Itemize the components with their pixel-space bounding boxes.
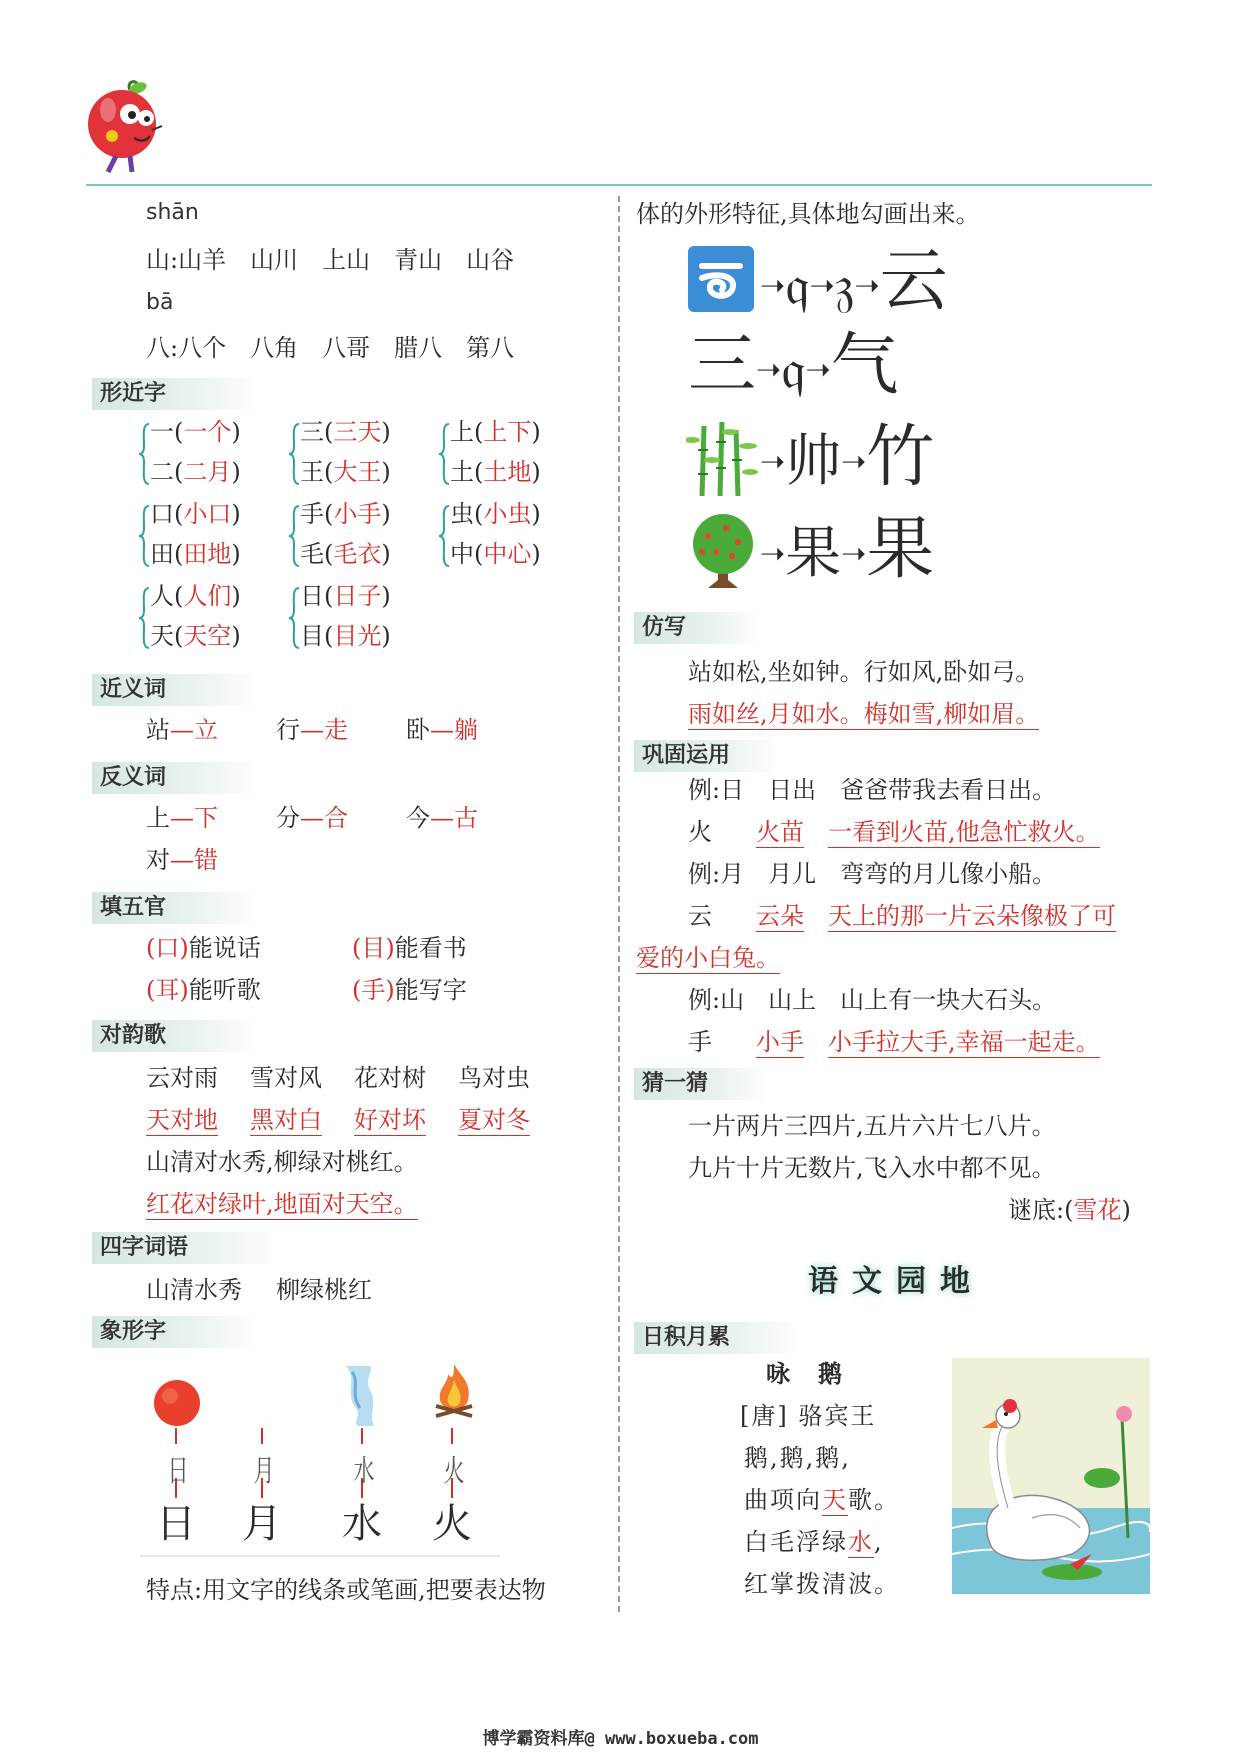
wuguan-text: 能写字 <box>394 976 467 1004</box>
gonggu-sentence-1: 一看到火苗,他急忙救火。 <box>828 818 1100 846</box>
pinyin-shan: shān <box>146 200 199 225</box>
cloud-step-1: 𝔮 <box>785 253 810 318</box>
riddle-answer <box>1008 1196 1131 1224</box>
section-caiyicai: 猜一猜 <box>634 1068 772 1100</box>
duiyun-answer <box>458 1106 530 1134</box>
xingjin-word: 中心 <box>483 540 532 568</box>
wuguan-answer: 手 <box>361 976 386 1004</box>
ancient-yue: 月 <box>253 1454 275 1489</box>
word-pair <box>146 716 218 744</box>
paren-open: ( <box>146 934 156 962</box>
pair-word-a: 站 <box>146 716 170 744</box>
xingjin-char: 田 <box>150 540 174 568</box>
riddle-answer-value: 雪花 <box>1073 1196 1122 1224</box>
xingjin-word: 大王 <box>333 458 382 486</box>
pair-dash: — <box>300 804 324 832</box>
xingjin-word: 日子 <box>333 582 382 610</box>
gonggu-answer-1 <box>688 818 1100 846</box>
paren-open: ( <box>324 418 334 446</box>
xingjin-word: 目光 <box>333 622 382 650</box>
xingjin-item <box>300 622 391 650</box>
xingjin-char: 虫 <box>450 500 474 528</box>
water-picture-icon <box>340 1364 380 1426</box>
qi-final: 气 <box>830 326 899 405</box>
ba-words: 八:八个 八角 八哥 腊八 第八 <box>146 334 515 362</box>
ancient-ri: 日 <box>167 1454 189 1489</box>
riddle-line-1: 一片两片三四片,五片六片七八片。 <box>688 1112 1056 1140</box>
paren-close: ) <box>231 500 241 528</box>
pair-dash: — <box>170 804 194 832</box>
pair-word-a: 今 <box>406 804 430 832</box>
xingjin-char: 人 <box>150 582 174 610</box>
qi-evolution <box>688 328 899 409</box>
xiangxing-note: 特点:用文字的线条或笔画,把要表达物 <box>146 1576 546 1604</box>
duiyun-answer <box>354 1106 426 1134</box>
paren-open: ( <box>474 418 484 446</box>
xingjin-item <box>150 418 241 446</box>
xingjin-word: 小口 <box>183 500 232 528</box>
section-fanyici: 反义词 <box>92 762 260 794</box>
fire-picture-icon <box>430 1362 478 1424</box>
gonggu-example-2: 例:月 月儿 弯弯的月儿像小船。 <box>688 860 1057 888</box>
xingjin-item <box>300 500 391 528</box>
fruit-tree-picture-icon <box>686 512 760 588</box>
modern-yue: 月 <box>242 1501 282 1547</box>
header-rule <box>86 184 1152 186</box>
xingjin-item <box>450 540 541 568</box>
column-divider <box>618 196 620 1612</box>
paren-open: ( <box>174 500 184 528</box>
fangxie-answer <box>688 700 1039 728</box>
xingjin-word: 三天 <box>333 418 382 446</box>
xingjin-char: 上 <box>450 418 474 446</box>
word-pair <box>146 804 218 832</box>
fangxie-answer-text: 雨如丝,月如水。梅如雪,柳如眉。 <box>688 700 1040 728</box>
word-pair <box>406 804 478 832</box>
xingjin-char: 口 <box>150 500 174 528</box>
paren-open: ( <box>324 582 334 610</box>
paren-close: ) <box>231 622 241 650</box>
xingjin-char: 三 <box>300 418 324 446</box>
xingjin-char: 毛 <box>300 540 324 568</box>
duiyun-word: 雪对风 <box>250 1064 322 1092</box>
poem-title: 咏 鹅 <box>766 1359 844 1388</box>
pair-word-a: 行 <box>276 716 300 744</box>
xingjin-word: 二月 <box>183 458 232 486</box>
poem-author: [唐] 骆宾王 <box>740 1402 877 1430</box>
gonggu-sentence-2b: 爱的小白兔。 <box>636 944 780 972</box>
word-pair <box>276 804 348 832</box>
brace-icon <box>138 422 150 486</box>
evo-arrow: ➝ <box>805 352 831 388</box>
xingjin-item <box>450 458 541 486</box>
duiyun-word: 云对雨 <box>146 1064 218 1092</box>
xingjin-word: 小手 <box>333 500 382 528</box>
paren-close: ) <box>179 934 189 962</box>
paren-close: ) <box>385 976 395 1004</box>
cloud-evolution <box>760 244 948 325</box>
brace-icon <box>138 586 150 650</box>
poem-line-2b: 天 <box>822 1486 848 1514</box>
fruit-evolution <box>760 512 934 593</box>
pair-word-a: 对 <box>146 846 170 874</box>
paren-open: ( <box>174 582 184 610</box>
paren-open: ( <box>474 500 484 528</box>
bamboo-evolution <box>760 420 934 501</box>
paren-close: ) <box>381 582 391 610</box>
xingjin-item <box>300 418 391 446</box>
poem-line-3b: 水 <box>848 1528 874 1556</box>
paren-open: ( <box>174 540 184 568</box>
brace-icon <box>288 422 300 486</box>
poem-line-1: 鹅,鹅,鹅, <box>744 1444 851 1472</box>
paren-open: ( <box>352 976 362 1004</box>
bamboo-final: 竹 <box>866 418 935 497</box>
paren-open: ( <box>474 458 484 486</box>
modern-huo: 火 <box>432 1501 472 1547</box>
paren-close: ) <box>531 540 541 568</box>
evo-arrow: ➝ <box>760 268 786 304</box>
fangxie-example: 站如松,坐如钟。行如风,卧如弓。 <box>688 658 1040 686</box>
wuguan-answer: 目 <box>361 934 386 962</box>
evo-arrow: ➝ <box>756 352 782 388</box>
qi-step-2: 𝔮 <box>781 337 806 402</box>
paren-close: ) <box>381 418 391 446</box>
wuguan-answer: 口 <box>155 934 180 962</box>
riddle-answer-label: 谜底:( <box>1008 1196 1074 1224</box>
wuguan-item <box>146 976 261 1004</box>
xiangxing-note-cont: 体的外形特征,具体地勾画出来。 <box>636 200 980 228</box>
cloud-final: 云 <box>879 242 948 321</box>
pinyin-ba: bā <box>146 290 174 315</box>
paren-close: ) <box>179 976 189 1004</box>
xingjin-item <box>300 458 391 486</box>
bamboo-step-1: 帅 <box>785 429 842 494</box>
gonggu-char-1: 火 <box>688 818 712 846</box>
xingjin-item <box>150 540 241 568</box>
paren-open: ( <box>324 622 334 650</box>
gonggu-word-2: 云朵 <box>756 902 804 930</box>
pair-word-b: 古 <box>454 804 478 832</box>
paren-close: ) <box>231 458 241 486</box>
pair-word-b: 走 <box>324 716 348 744</box>
wuguan-item <box>352 976 467 1004</box>
pair-word-a: 上 <box>146 804 170 832</box>
xingjin-char: 天 <box>150 622 174 650</box>
ancient-shui: 水 <box>353 1454 375 1489</box>
bamboo-picture-icon <box>686 420 758 496</box>
paren-close: ) <box>531 418 541 446</box>
pair-word-b: 立 <box>194 716 218 744</box>
gonggu-example-1: 例:日 日出 爸爸带我去看日出。 <box>688 776 1057 804</box>
section-duiyunge: 对韵歌 <box>92 1020 260 1052</box>
xingjin-item <box>150 458 241 486</box>
paren-close: ) <box>231 582 241 610</box>
xingjin-char: 日 <box>300 582 324 610</box>
brace-icon <box>288 586 300 650</box>
section-xingjinzi: 形近字 <box>92 378 260 410</box>
gonggu-char-2: 云 <box>688 902 712 930</box>
poem-line-4: 红掌拨清波。 <box>744 1570 900 1598</box>
evo-arrow: ➝ <box>841 536 867 572</box>
poem-line-3c: , <box>874 1528 884 1556</box>
brace-icon <box>438 504 450 568</box>
paren-open: ( <box>324 540 334 568</box>
xingjin-char: 土 <box>450 458 474 486</box>
evo-arrow: ➝ <box>760 444 786 480</box>
poem-line-3a: 白毛浮绿 <box>744 1528 848 1556</box>
wuguan-text: 能听歌 <box>188 976 261 1004</box>
pair-dash: — <box>170 846 194 874</box>
paren-close: ) <box>231 540 241 568</box>
xingjin-word: 一个 <box>183 418 232 446</box>
duiyun-line-4-text: 红花对绿叶,地面对天空。 <box>146 1190 418 1218</box>
footer-watermark: 博学霸资料库@ www.boxueba.com <box>482 1729 759 1749</box>
section-rijiyuelei: 日积月累 <box>634 1322 802 1354</box>
wuguan-item <box>352 934 467 962</box>
qi-step-1: 三 <box>688 326 757 405</box>
gonggu-char-3: 手 <box>688 1028 712 1056</box>
gonggu-answer-2 <box>688 902 1116 930</box>
paren-close: ) <box>381 458 391 486</box>
gonggu-example-3: 例:山 山上 山上有一块大石头。 <box>688 986 1057 1014</box>
paren-close: ) <box>531 458 541 486</box>
fruit-final: 果 <box>866 510 935 589</box>
section-jinyici: 近义词 <box>92 674 260 706</box>
ancient-huo: 火 <box>443 1454 465 1489</box>
yuwen-yuandi-title: 语文园地 <box>808 1264 984 1299</box>
poem-line-2c: 歌。 <box>848 1486 900 1514</box>
goose-illustration <box>952 1358 1150 1594</box>
xingjin-word: 田地 <box>183 540 232 568</box>
paren-open: ( <box>352 934 362 962</box>
pair-word-a: 卧 <box>406 716 430 744</box>
xingjin-word: 天空 <box>183 622 232 650</box>
gonggu-sentence-3: 小手拉大手,幸福一起走。 <box>828 1028 1100 1056</box>
cloud-picture-icon <box>688 246 754 312</box>
xingjin-char: 王 <box>300 458 324 486</box>
evo-arrow: ➝ <box>854 268 880 304</box>
gonggu-sentence-2a: 天上的那一片云朵像极了可 <box>828 902 1116 930</box>
paren-close: ) <box>231 418 241 446</box>
section-fangxie: 仿写 <box>634 612 762 644</box>
brace-icon <box>138 504 150 568</box>
section-sizi: 四字词语 <box>92 1232 280 1264</box>
gonggu-word-3: 小手 <box>756 1028 804 1056</box>
duiyun-answer-text: 黑对白 <box>250 1106 322 1134</box>
wuguan-answer: 耳 <box>155 976 180 1004</box>
pair-word-b: 合 <box>324 804 348 832</box>
paren-close: ) <box>381 500 391 528</box>
xingjin-item <box>150 622 241 650</box>
word-pair <box>146 846 218 874</box>
word-pair <box>406 716 478 744</box>
fruit-step-1: 果 <box>785 521 842 586</box>
xingjin-char: 目 <box>300 622 324 650</box>
word-pair <box>276 716 348 744</box>
pair-word-b: 错 <box>194 846 218 874</box>
gonggu-answer-3 <box>688 1028 1100 1056</box>
pair-dash: — <box>300 716 324 744</box>
xingjin-word: 毛衣 <box>333 540 382 568</box>
poem-line-2a: 曲项向 <box>744 1486 822 1514</box>
duiyun-word: 鸟对虫 <box>458 1064 530 1092</box>
duiyun-line-4 <box>146 1190 418 1218</box>
pair-dash: — <box>430 804 454 832</box>
duiyun-answer-text: 好对坏 <box>354 1106 426 1134</box>
paren-close: ) <box>381 540 391 568</box>
paren-open: ( <box>174 458 184 486</box>
xingjin-char: 手 <box>300 500 324 528</box>
poem-line-3 <box>744 1528 884 1556</box>
duiyun-answer <box>250 1106 322 1134</box>
riddle-line-2: 九片十片无数片,飞入水中都不见。 <box>688 1154 1056 1182</box>
paren-open: ( <box>324 458 334 486</box>
pair-dash: — <box>430 716 454 744</box>
xingjin-item <box>150 500 241 528</box>
section-xiangxingzi: 象形字 <box>92 1316 260 1348</box>
paren-open: ( <box>474 540 484 568</box>
pair-word-b: 躺 <box>454 716 478 744</box>
paren-open: ( <box>324 500 334 528</box>
duiyun-word: 花对树 <box>354 1064 426 1092</box>
paren-open: ( <box>146 976 156 1004</box>
xingjin-char: 一 <box>150 418 174 446</box>
xingjin-word: 土地 <box>483 458 532 486</box>
pair-word-a: 分 <box>276 804 300 832</box>
paren-open: ( <box>174 418 184 446</box>
duiyun-answer-text: 夏对冬 <box>458 1106 530 1134</box>
brace-icon <box>288 504 300 568</box>
paren-close: ) <box>531 500 541 528</box>
xingjin-char: 二 <box>150 458 174 486</box>
pair-word-b: 下 <box>194 804 218 832</box>
wuguan-text: 能看书 <box>394 934 467 962</box>
xingjin-item <box>450 418 541 446</box>
gonggu-answer-2-cont <box>636 944 780 972</box>
apple-mascot-icon <box>86 80 166 176</box>
pair-dash: — <box>170 716 194 744</box>
evo-arrow: ➝ <box>841 444 867 480</box>
moon-picture-icon <box>236 1370 292 1426</box>
xingjin-char: 中 <box>450 540 474 568</box>
duiyun-answer-text: 天对地 <box>146 1106 218 1134</box>
wuguan-text: 能说话 <box>188 934 261 962</box>
wuguan-item <box>146 934 261 962</box>
section-gonggu: 巩固运用 <box>634 740 782 772</box>
section-tianwuguan: 填五官 <box>92 892 260 924</box>
duiyun-line-3: 山清对水秀,柳绿对桃红。 <box>146 1148 418 1176</box>
duiyun-answer <box>146 1106 218 1134</box>
sizi-word-1: 山清水秀 <box>146 1276 242 1304</box>
paren-close: ) <box>381 622 391 650</box>
evo-arrow: ➝ <box>809 268 835 304</box>
cloud-step-2: 𝔷 <box>834 253 855 318</box>
poem-line-2 <box>744 1486 900 1514</box>
xingjin-item <box>450 500 541 528</box>
xingjin-item <box>300 540 391 568</box>
xingjin-word: 小虫 <box>483 500 532 528</box>
sizi-word-2: 柳绿桃红 <box>276 1276 372 1304</box>
xingjin-item <box>150 582 241 610</box>
paren-close: ) <box>385 934 395 962</box>
xingjin-item <box>300 582 391 610</box>
riddle-answer-end: ) <box>1121 1196 1131 1224</box>
xingjin-word: 上下 <box>483 418 532 446</box>
shan-words: 山:山羊 山川 上山 青山 山谷 <box>146 246 515 274</box>
gonggu-word-1: 火苗 <box>756 818 804 846</box>
evo-arrow: ➝ <box>760 536 786 572</box>
xingjin-word: 人们 <box>183 582 232 610</box>
brace-icon <box>438 422 450 486</box>
paren-open: ( <box>174 622 184 650</box>
modern-shui: 水 <box>342 1501 382 1547</box>
modern-ri: 日 <box>156 1501 196 1547</box>
